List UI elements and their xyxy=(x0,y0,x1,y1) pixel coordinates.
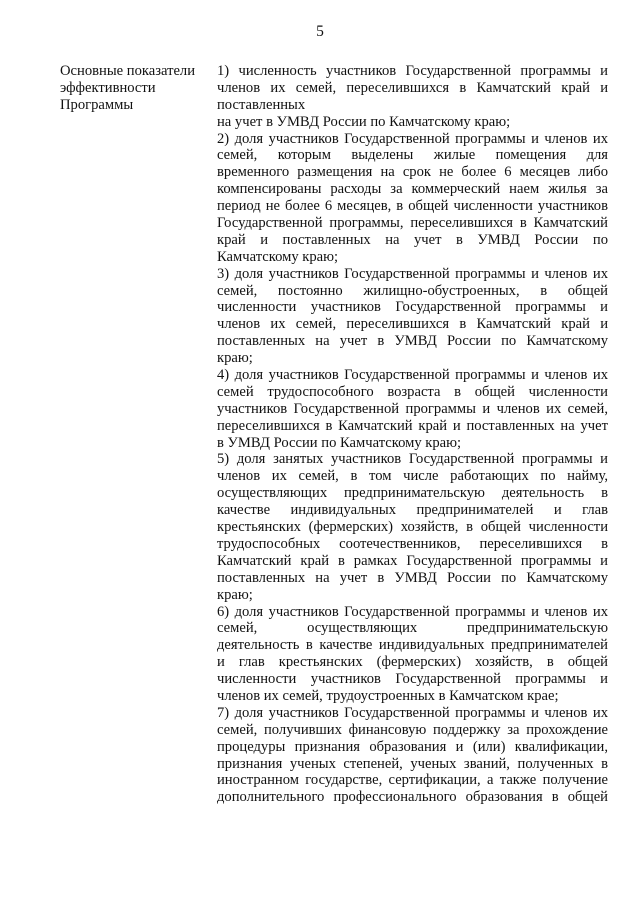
indicators-label xyxy=(60,63,210,114)
text-line: семей трудоспособного возраста в общей численности xyxy=(217,383,608,400)
text-line: качестве индивидуальных предпринимателей и глав xyxy=(217,502,608,519)
text-line: Камчатский край в рамках Государственной программы и xyxy=(217,552,608,569)
text-line: семей, постоянно жилищно-обустроенных, в общей xyxy=(217,282,608,299)
text-line: трудоспособных соотечественников, переселившихся в xyxy=(217,535,608,552)
page-number: 5 xyxy=(316,23,324,40)
text-line: Государственной программы, переселившихся в Камчатский xyxy=(217,215,608,232)
text-line: краю; xyxy=(217,586,253,603)
text-line: признания ученых степеней, ученых званий, полученных в xyxy=(217,755,608,772)
text-line: краю; xyxy=(217,350,253,367)
text-line: и глав крестьянских (фермерских) хозяйств, в общей xyxy=(217,654,608,671)
text-line: членов их семей, трудоустроенных в Камчатском крае; xyxy=(217,687,559,704)
text-line: 4) доля участников Государственной программы и членов их xyxy=(217,367,608,384)
text-line: 6) доля участников Государственной программы и членов их xyxy=(217,603,608,620)
text-line: семей, осуществляющих предпринимательскую xyxy=(217,620,608,637)
text-line: деятельность в качестве индивидуальных предпринимателей xyxy=(217,637,608,654)
text-line: временного размещения на срок не более 6 месяцев либо xyxy=(217,164,608,181)
text-line: иностранном государстве, сертификации, а также получение xyxy=(217,772,608,789)
text-line: в УМВД России по Камчатскому краю; xyxy=(217,434,462,451)
text-line: 2) доля участников Государственной программы и членов их xyxy=(217,130,608,147)
indicators-label-line: Программы xyxy=(60,96,134,113)
indicators-list xyxy=(217,63,608,806)
text-line: крестьянских (фермерских) хозяйств, в общей численности xyxy=(217,519,608,536)
text-line: дополнительного профессионального образования в общей xyxy=(217,789,608,806)
text-line: членов их семей, в том числе работающих по найму, xyxy=(217,468,608,485)
indicators-label-line: Основные показатели xyxy=(60,63,196,79)
text-line: 1) численность участников Государственной программы и xyxy=(217,63,608,79)
text-line: поставленных xyxy=(217,96,306,113)
text-line: на учет в УМВД России по Камчатскому краю; xyxy=(217,113,511,130)
text-line: период не более 6 месяцев, в общей численности участников xyxy=(217,198,608,215)
text-line: переселившихся в Камчатский край и поставленных на учет xyxy=(217,417,608,434)
text-line: участников Государственной программы и членов их семей, xyxy=(217,400,608,417)
text-line: поставленных на учет в УМВД России по Камчатскому xyxy=(217,333,608,350)
text-line: членов их семей, переселившихся в Камчатский край и xyxy=(217,316,608,333)
text-line: компенсированы расходы за коммерческий наем жилья за xyxy=(217,181,608,198)
text-line: семей, получивших финансовую поддержку за прохождение xyxy=(217,721,608,738)
text-line: 3) доля участников Государственной программы и членов их xyxy=(217,265,608,282)
text-line: 7) доля участников Государственной программы и членов их xyxy=(217,704,608,721)
text-line: Камчатскому краю; xyxy=(217,248,339,265)
text-line: численности участников Государственной программы и xyxy=(217,299,608,316)
text-line: семей, которым выделены жилые помещения для xyxy=(217,147,608,164)
text-line: поставленных на учет в УМВД России по Камчатскому xyxy=(217,569,608,586)
indicators-label-line: эффективности xyxy=(60,79,156,96)
text-line: 5) доля занятых участников Государственной программы и xyxy=(217,451,608,468)
text-line: численности участников Государственной программы и xyxy=(217,671,608,688)
text-line: процедуры признания образования и (или) квалификации, xyxy=(217,738,608,755)
text-line: край и поставленных на учет в УМВД России по xyxy=(217,231,608,248)
text-line: осуществляющих предпринимательскую деятельность в xyxy=(217,485,608,502)
text-line: членов их семей, переселившихся в Камчатский край и xyxy=(217,79,608,96)
